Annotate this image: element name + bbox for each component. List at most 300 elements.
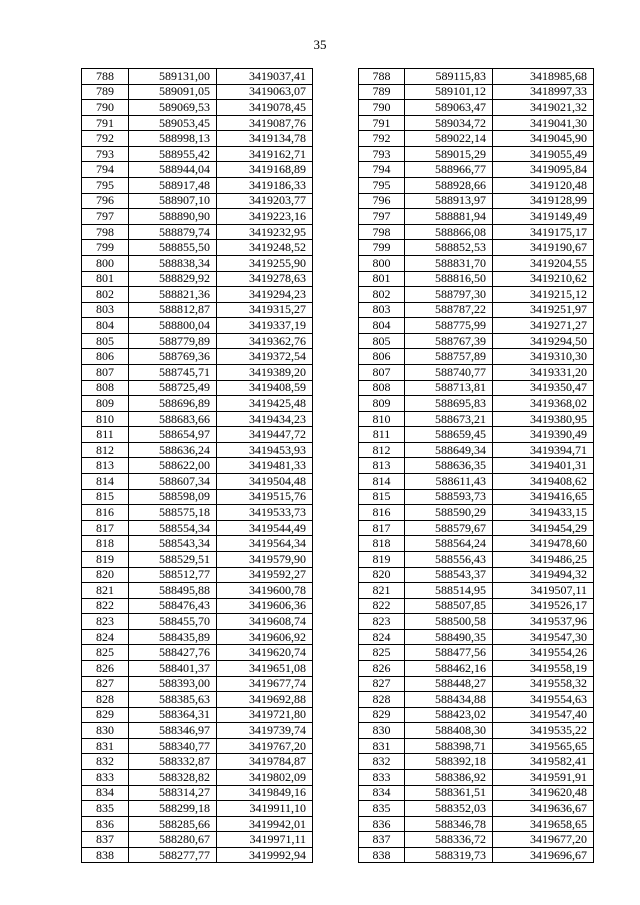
y-coordinate-cell: 3419134,78 — [217, 131, 313, 147]
table-row — [359, 224, 594, 240]
point-number-cell: 819 — [359, 551, 405, 567]
point-number-cell: 820 — [82, 567, 129, 583]
table-row — [82, 193, 313, 209]
point-number-cell: 797 — [82, 209, 129, 225]
x-coordinate-cell: 588767,39 — [405, 333, 493, 349]
point-number-cell: 805 — [82, 333, 129, 349]
y-coordinate-cell: 3419331,20 — [493, 364, 594, 380]
table-row — [359, 692, 594, 708]
point-number-cell: 798 — [82, 224, 129, 240]
x-coordinate-cell: 589115,83 — [405, 69, 493, 85]
table-row — [359, 551, 594, 567]
point-number-cell: 823 — [359, 614, 405, 630]
y-coordinate-cell: 3419494,32 — [493, 567, 594, 583]
table-row — [82, 770, 313, 786]
x-coordinate-cell: 588346,78 — [405, 816, 493, 832]
point-number-cell: 801 — [82, 271, 129, 287]
x-coordinate-cell: 588598,09 — [129, 489, 217, 505]
point-number-cell: 827 — [82, 676, 129, 692]
point-number-cell: 819 — [82, 551, 129, 567]
y-coordinate-cell: 3419041,30 — [493, 115, 594, 131]
point-number-cell: 807 — [359, 364, 405, 380]
table-row — [82, 614, 313, 630]
table-row — [359, 645, 594, 661]
point-number-cell: 830 — [82, 723, 129, 739]
point-number-cell: 802 — [359, 287, 405, 303]
x-coordinate-cell: 588386,92 — [405, 770, 493, 786]
point-number-cell: 792 — [359, 131, 405, 147]
point-number-cell: 804 — [359, 318, 405, 334]
y-coordinate-cell: 3418997,33 — [493, 84, 594, 100]
table-row — [359, 100, 594, 116]
point-number-cell: 792 — [82, 131, 129, 147]
y-coordinate-cell: 3419582,41 — [493, 754, 594, 770]
point-number-cell: 833 — [359, 770, 405, 786]
table-row — [82, 489, 313, 505]
y-coordinate-cell: 3419535,22 — [493, 723, 594, 739]
y-coordinate-cell: 3419190,67 — [493, 240, 594, 256]
x-coordinate-cell: 588829,92 — [129, 271, 217, 287]
point-number-cell: 818 — [82, 536, 129, 552]
y-coordinate-cell: 3419565,65 — [493, 738, 594, 754]
table-row — [82, 318, 313, 334]
point-number-cell: 797 — [359, 209, 405, 225]
y-coordinate-cell: 3419315,27 — [217, 302, 313, 318]
page-number: 35 — [313, 37, 327, 52]
point-number-cell: 807 — [82, 364, 129, 380]
y-coordinate-cell: 3419526,17 — [493, 598, 594, 614]
table-row — [359, 505, 594, 521]
x-coordinate-cell: 589091,05 — [129, 84, 217, 100]
x-coordinate-cell: 588611,43 — [405, 474, 493, 490]
x-coordinate-cell: 588514,95 — [405, 583, 493, 599]
y-coordinate-cell: 3419600,78 — [217, 583, 313, 599]
y-coordinate-cell: 3419425,48 — [217, 396, 313, 412]
table-row — [359, 69, 594, 85]
table-row — [359, 598, 594, 614]
y-coordinate-cell: 3419095,84 — [493, 162, 594, 178]
x-coordinate-cell: 588346,97 — [129, 723, 217, 739]
point-number-cell: 826 — [82, 660, 129, 676]
x-coordinate-cell: 588593,73 — [405, 489, 493, 505]
x-coordinate-cell: 589034,72 — [405, 115, 493, 131]
y-coordinate-cell: 3419401,31 — [493, 458, 594, 474]
point-number-cell: 832 — [359, 754, 405, 770]
y-coordinate-cell: 3419294,50 — [493, 333, 594, 349]
x-coordinate-cell: 588543,37 — [405, 567, 493, 583]
y-coordinate-cell: 3419063,07 — [217, 84, 313, 100]
table-row — [82, 396, 313, 412]
y-coordinate-cell: 3419350,47 — [493, 380, 594, 396]
point-number-cell: 812 — [359, 442, 405, 458]
table-row — [359, 847, 594, 863]
y-coordinate-cell: 3419162,71 — [217, 146, 313, 162]
y-coordinate-cell: 3419739,74 — [217, 723, 313, 739]
x-coordinate-cell: 588683,66 — [129, 411, 217, 427]
x-coordinate-cell: 588435,89 — [129, 629, 217, 645]
x-coordinate-cell: 588907,10 — [129, 193, 217, 209]
point-number-cell: 796 — [359, 193, 405, 209]
y-coordinate-cell: 3419554,26 — [493, 645, 594, 661]
x-coordinate-cell: 588757,89 — [405, 349, 493, 365]
point-number-cell: 795 — [82, 178, 129, 194]
y-coordinate-cell: 3419651,08 — [217, 660, 313, 676]
y-coordinate-cell: 3419368,02 — [493, 396, 594, 412]
x-coordinate-cell: 588696,89 — [129, 396, 217, 412]
y-coordinate-cell: 3419168,89 — [217, 162, 313, 178]
table-row — [359, 770, 594, 786]
y-coordinate-cell: 3419592,27 — [217, 567, 313, 583]
coordinates-table-left — [81, 68, 313, 863]
x-coordinate-cell: 588800,04 — [129, 318, 217, 334]
table-row — [359, 676, 594, 692]
x-coordinate-cell: 588890,90 — [129, 209, 217, 225]
point-number-cell: 798 — [359, 224, 405, 240]
point-number-cell: 821 — [82, 583, 129, 599]
x-coordinate-cell: 588779,89 — [129, 333, 217, 349]
y-coordinate-cell: 3419636,67 — [493, 801, 594, 817]
x-coordinate-cell: 588277,77 — [129, 847, 217, 863]
table-row — [82, 847, 313, 863]
x-coordinate-cell: 588879,74 — [129, 224, 217, 240]
point-number-cell: 818 — [359, 536, 405, 552]
table-row — [82, 427, 313, 443]
x-coordinate-cell: 588855,50 — [129, 240, 217, 256]
table-row — [359, 271, 594, 287]
x-coordinate-cell: 588507,85 — [405, 598, 493, 614]
point-number-cell: 834 — [359, 785, 405, 801]
x-coordinate-cell: 588476,43 — [129, 598, 217, 614]
table-row — [82, 364, 313, 380]
y-coordinate-cell: 3419504,48 — [217, 474, 313, 490]
point-number-cell: 788 — [359, 69, 405, 85]
x-coordinate-cell: 588745,71 — [129, 364, 217, 380]
point-number-cell: 837 — [359, 832, 405, 848]
table-row — [359, 115, 594, 131]
point-number-cell: 791 — [359, 115, 405, 131]
table-row — [359, 536, 594, 552]
table-row — [82, 162, 313, 178]
table-row — [82, 69, 313, 85]
point-number-cell: 805 — [359, 333, 405, 349]
point-number-cell: 831 — [359, 738, 405, 754]
y-coordinate-cell: 3419547,30 — [493, 629, 594, 645]
coordinates-table-left-body — [82, 69, 313, 863]
x-coordinate-cell: 589015,29 — [405, 146, 493, 162]
point-number-cell: 814 — [359, 474, 405, 490]
table-row — [359, 162, 594, 178]
y-coordinate-cell: 3419310,30 — [493, 349, 594, 365]
table-row — [359, 754, 594, 770]
table-row — [82, 598, 313, 614]
point-number-cell: 813 — [82, 458, 129, 474]
table-row — [82, 707, 313, 723]
y-coordinate-cell: 3419408,59 — [217, 380, 313, 396]
point-number-cell: 835 — [359, 801, 405, 817]
y-coordinate-cell: 3419507,11 — [493, 583, 594, 599]
y-coordinate-cell: 3419416,65 — [493, 489, 594, 505]
point-number-cell: 800 — [82, 255, 129, 271]
point-number-cell: 794 — [359, 162, 405, 178]
y-coordinate-cell: 3419564,34 — [217, 536, 313, 552]
point-number-cell: 815 — [359, 489, 405, 505]
point-number-cell: 795 — [359, 178, 405, 194]
x-coordinate-cell: 588695,83 — [405, 396, 493, 412]
x-coordinate-cell: 588769,36 — [129, 349, 217, 365]
table-row — [359, 131, 594, 147]
y-coordinate-cell: 3419767,20 — [217, 738, 313, 754]
x-coordinate-cell: 588838,34 — [129, 255, 217, 271]
y-coordinate-cell: 3419658,65 — [493, 816, 594, 832]
point-number-cell: 822 — [359, 598, 405, 614]
y-coordinate-cell: 3419210,62 — [493, 271, 594, 287]
x-coordinate-cell: 588543,34 — [129, 536, 217, 552]
table-row — [359, 474, 594, 490]
x-coordinate-cell: 588427,76 — [129, 645, 217, 661]
x-coordinate-cell: 588636,35 — [405, 458, 493, 474]
y-coordinate-cell: 3419433,15 — [493, 505, 594, 521]
x-coordinate-cell: 588393,00 — [129, 676, 217, 692]
y-coordinate-cell: 3419389,20 — [217, 364, 313, 380]
table-row — [359, 801, 594, 817]
table-row — [359, 489, 594, 505]
y-coordinate-cell: 3419554,63 — [493, 692, 594, 708]
x-coordinate-cell: 588299,18 — [129, 801, 217, 817]
point-number-cell: 811 — [82, 427, 129, 443]
table-row — [359, 660, 594, 676]
x-coordinate-cell: 588590,29 — [405, 505, 493, 521]
y-coordinate-cell: 3419515,76 — [217, 489, 313, 505]
point-number-cell: 810 — [359, 411, 405, 427]
table-row — [82, 536, 313, 552]
y-coordinate-cell: 3419558,32 — [493, 676, 594, 692]
table-row — [359, 146, 594, 162]
table-row — [359, 583, 594, 599]
x-coordinate-cell: 588554,34 — [129, 520, 217, 536]
x-coordinate-cell: 588328,82 — [129, 770, 217, 786]
table-row — [82, 287, 313, 303]
point-number-cell: 801 — [359, 271, 405, 287]
y-coordinate-cell: 3419186,33 — [217, 178, 313, 194]
x-coordinate-cell: 588332,87 — [129, 754, 217, 770]
table-row — [359, 302, 594, 318]
point-number-cell: 809 — [82, 396, 129, 412]
table-row — [359, 427, 594, 443]
point-number-cell: 816 — [359, 505, 405, 521]
y-coordinate-cell: 3419721,80 — [217, 707, 313, 723]
y-coordinate-cell: 3419434,23 — [217, 411, 313, 427]
x-coordinate-cell: 588575,18 — [129, 505, 217, 521]
y-coordinate-cell: 3419362,76 — [217, 333, 313, 349]
y-coordinate-cell: 3419380,95 — [493, 411, 594, 427]
table-row — [82, 115, 313, 131]
point-number-cell: 828 — [82, 692, 129, 708]
table-row — [82, 832, 313, 848]
point-number-cell: 811 — [359, 427, 405, 443]
y-coordinate-cell: 3419533,73 — [217, 505, 313, 521]
y-coordinate-cell: 3419390,49 — [493, 427, 594, 443]
x-coordinate-cell: 588495,88 — [129, 583, 217, 599]
point-number-cell: 815 — [82, 489, 129, 505]
point-number-cell: 812 — [82, 442, 129, 458]
y-coordinate-cell: 3419447,72 — [217, 427, 313, 443]
point-number-cell: 824 — [82, 629, 129, 645]
point-number-cell: 817 — [82, 520, 129, 536]
table-row — [359, 349, 594, 365]
x-coordinate-cell: 588787,22 — [405, 302, 493, 318]
y-coordinate-cell: 3419992,94 — [217, 847, 313, 863]
table-row — [82, 551, 313, 567]
table-row — [82, 349, 313, 365]
table-row — [359, 255, 594, 271]
y-coordinate-cell: 3419203,77 — [217, 193, 313, 209]
y-coordinate-cell: 3419692,88 — [217, 692, 313, 708]
x-coordinate-cell: 588913,97 — [405, 193, 493, 209]
point-number-cell: 820 — [359, 567, 405, 583]
table-row — [82, 520, 313, 536]
y-coordinate-cell: 3419606,92 — [217, 629, 313, 645]
x-coordinate-cell: 588659,45 — [405, 427, 493, 443]
point-number-cell: 830 — [359, 723, 405, 739]
point-number-cell: 809 — [359, 396, 405, 412]
y-coordinate-cell: 3419784,87 — [217, 754, 313, 770]
x-coordinate-cell: 588385,63 — [129, 692, 217, 708]
x-coordinate-cell: 588462,16 — [405, 660, 493, 676]
x-coordinate-cell: 588797,30 — [405, 287, 493, 303]
x-coordinate-cell: 588881,94 — [405, 209, 493, 225]
coordinates-table-right-body — [359, 69, 594, 863]
y-coordinate-cell: 3419045,90 — [493, 131, 594, 147]
x-coordinate-cell: 588556,43 — [405, 551, 493, 567]
x-coordinate-cell: 588852,53 — [405, 240, 493, 256]
point-number-cell: 791 — [82, 115, 129, 131]
table-row — [82, 146, 313, 162]
table-row — [82, 754, 313, 770]
point-number-cell: 836 — [359, 816, 405, 832]
point-number-cell: 823 — [82, 614, 129, 630]
y-coordinate-cell: 3419278,63 — [217, 271, 313, 287]
y-coordinate-cell: 3419486,25 — [493, 551, 594, 567]
x-coordinate-cell: 588285,66 — [129, 816, 217, 832]
point-number-cell: 833 — [82, 770, 129, 786]
x-coordinate-cell: 588401,37 — [129, 660, 217, 676]
x-coordinate-cell: 588816,50 — [405, 271, 493, 287]
x-coordinate-cell: 588966,77 — [405, 162, 493, 178]
point-number-cell: 829 — [359, 707, 405, 723]
point-number-cell: 824 — [359, 629, 405, 645]
y-coordinate-cell: 3419408,62 — [493, 474, 594, 490]
y-coordinate-cell: 3419579,90 — [217, 551, 313, 567]
x-coordinate-cell: 588392,18 — [405, 754, 493, 770]
table-row — [359, 411, 594, 427]
y-coordinate-cell: 3419454,29 — [493, 520, 594, 536]
x-coordinate-cell: 588500,58 — [405, 614, 493, 630]
x-coordinate-cell: 588636,24 — [129, 442, 217, 458]
table-row — [359, 364, 594, 380]
x-coordinate-cell: 589069,53 — [129, 100, 217, 116]
point-number-cell: 810 — [82, 411, 129, 427]
x-coordinate-cell: 588319,73 — [405, 847, 493, 863]
point-number-cell: 806 — [82, 349, 129, 365]
y-coordinate-cell: 3419971,11 — [217, 832, 313, 848]
table-row — [359, 520, 594, 536]
point-number-cell: 808 — [359, 380, 405, 396]
table-row — [82, 816, 313, 832]
x-coordinate-cell: 588512,77 — [129, 567, 217, 583]
x-coordinate-cell: 588649,34 — [405, 442, 493, 458]
table-row — [82, 474, 313, 490]
point-number-cell: 816 — [82, 505, 129, 521]
x-coordinate-cell: 588361,51 — [405, 785, 493, 801]
x-coordinate-cell: 588280,67 — [129, 832, 217, 848]
point-number-cell: 804 — [82, 318, 129, 334]
point-number-cell: 796 — [82, 193, 129, 209]
y-coordinate-cell: 3419620,74 — [217, 645, 313, 661]
x-coordinate-cell: 588352,03 — [405, 801, 493, 817]
table-row — [359, 832, 594, 848]
y-coordinate-cell: 3419021,32 — [493, 100, 594, 116]
y-coordinate-cell: 3419215,12 — [493, 287, 594, 303]
point-number-cell: 802 — [82, 287, 129, 303]
x-coordinate-cell: 589053,45 — [129, 115, 217, 131]
x-coordinate-cell: 588477,56 — [405, 645, 493, 661]
point-number-cell: 834 — [82, 785, 129, 801]
point-number-cell: 836 — [82, 816, 129, 832]
table-row — [359, 178, 594, 194]
table-row — [82, 84, 313, 100]
y-coordinate-cell: 3419620,48 — [493, 785, 594, 801]
point-number-cell: 828 — [359, 692, 405, 708]
y-coordinate-cell: 3419802,09 — [217, 770, 313, 786]
y-coordinate-cell: 3419849,16 — [217, 785, 313, 801]
point-number-cell: 790 — [359, 100, 405, 116]
point-number-cell: 817 — [359, 520, 405, 536]
table-row — [82, 629, 313, 645]
x-coordinate-cell: 588448,27 — [405, 676, 493, 692]
x-coordinate-cell: 588654,97 — [129, 427, 217, 443]
table-row — [359, 287, 594, 303]
point-number-cell: 825 — [82, 645, 129, 661]
x-coordinate-cell: 589063,47 — [405, 100, 493, 116]
y-coordinate-cell: 3419537,96 — [493, 614, 594, 630]
y-coordinate-cell: 3419606,36 — [217, 598, 313, 614]
x-coordinate-cell: 588955,42 — [129, 146, 217, 162]
point-number-cell: 825 — [359, 645, 405, 661]
y-coordinate-cell: 3419248,52 — [217, 240, 313, 256]
table-row — [359, 738, 594, 754]
table-row — [82, 458, 313, 474]
point-number-cell: 814 — [82, 474, 129, 490]
y-coordinate-cell: 3419271,27 — [493, 318, 594, 334]
y-coordinate-cell: 3419251,97 — [493, 302, 594, 318]
y-coordinate-cell: 3419558,19 — [493, 660, 594, 676]
point-number-cell: 838 — [359, 847, 405, 863]
x-coordinate-cell: 588775,99 — [405, 318, 493, 334]
y-coordinate-cell: 3419149,49 — [493, 209, 594, 225]
x-coordinate-cell: 588622,00 — [129, 458, 217, 474]
table-row — [82, 224, 313, 240]
x-coordinate-cell: 588364,31 — [129, 707, 217, 723]
point-number-cell: 799 — [82, 240, 129, 256]
table-row — [82, 583, 313, 599]
point-number-cell: 822 — [82, 598, 129, 614]
x-coordinate-cell: 588944,04 — [129, 162, 217, 178]
y-coordinate-cell: 3419547,40 — [493, 707, 594, 723]
x-coordinate-cell: 588831,70 — [405, 255, 493, 271]
point-number-cell: 799 — [359, 240, 405, 256]
table-row — [359, 442, 594, 458]
table-row — [359, 707, 594, 723]
